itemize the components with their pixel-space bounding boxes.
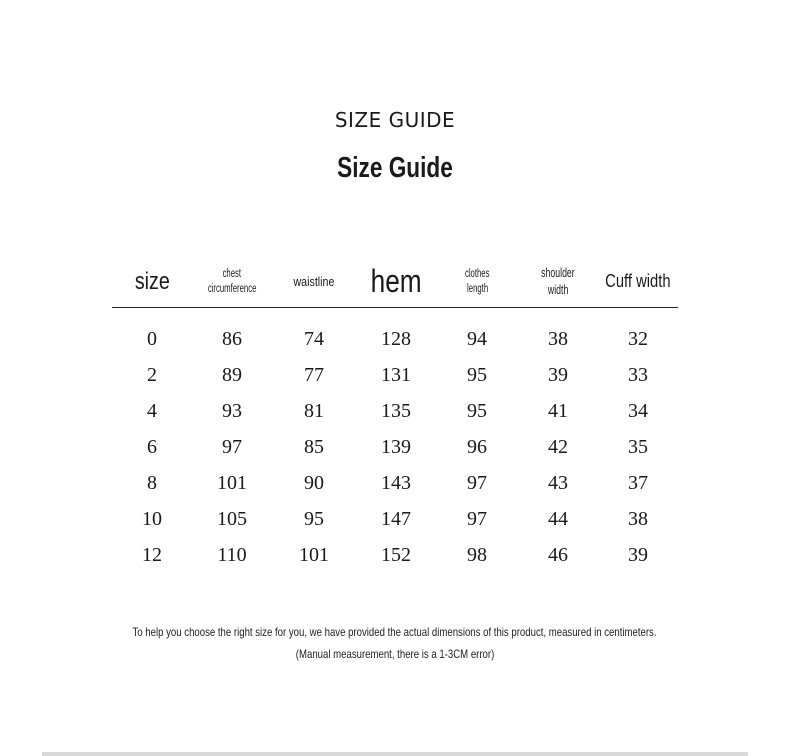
cell-shoulder: 41: [548, 400, 568, 422]
cell-hem: 131: [381, 364, 411, 386]
table-row: [112, 538, 678, 574]
bottom-divider: [42, 752, 748, 756]
header-waistline: [272, 256, 356, 308]
cell-chest: 86: [222, 328, 242, 350]
cell-size: 10: [142, 508, 162, 530]
cell-size: 6: [147, 436, 157, 458]
measurement-note: [0, 625, 790, 639]
table-row: [112, 358, 678, 394]
cell-shoulder: 42: [548, 436, 568, 458]
cell-length: 95: [467, 364, 487, 386]
cell-hem: 135: [381, 400, 411, 422]
cell-cuff: 33: [628, 364, 648, 386]
cell-shoulder: 46: [548, 544, 568, 566]
cell-cuff: 32: [628, 328, 648, 350]
cell-waistline: 95: [304, 508, 324, 530]
table-row: [112, 394, 678, 430]
cell-cuff: 34: [628, 400, 648, 422]
cell-waistline: 85: [304, 436, 324, 458]
header-chest-line1: chest: [222, 268, 242, 281]
cell-hem: 147: [381, 508, 411, 530]
cell-chest: 97: [222, 436, 242, 458]
cell-cuff: 39: [628, 544, 648, 566]
header-size-label: size: [134, 268, 170, 296]
cell-size: 12: [142, 544, 162, 566]
cell-size: 0: [147, 328, 157, 350]
header-size: [112, 256, 192, 308]
page-subtitle: Size Guide: [337, 152, 453, 184]
cell-chest: 110: [217, 544, 247, 566]
error-note: [0, 647, 790, 661]
table-row: [112, 430, 678, 466]
cell-waistline: 74: [304, 328, 324, 350]
cell-size: 8: [147, 472, 157, 494]
error-note-text: (Manual measurement, there is a 1-3CM error): [295, 647, 495, 661]
header-hem-label: hem: [370, 263, 422, 300]
cell-shoulder: 44: [548, 508, 568, 530]
cell-length: 95: [467, 400, 487, 422]
cell-chest: 93: [222, 400, 242, 422]
cell-waistline: 101: [299, 544, 329, 566]
header-shoulder-width: [518, 256, 598, 308]
size-table: [112, 256, 678, 566]
table-header-row: [112, 256, 678, 308]
table-body: [112, 322, 678, 574]
header-clothes-length: [436, 256, 518, 308]
header-chest-line2: circumference: [207, 283, 257, 295]
cell-length: 96: [467, 436, 487, 458]
cell-hem: 143: [381, 472, 411, 494]
cell-cuff: 38: [628, 508, 648, 530]
cell-shoulder: 39: [548, 364, 568, 386]
cell-chest: 105: [217, 508, 247, 530]
cell-size: 4: [147, 400, 157, 422]
header-length-line2: length: [466, 283, 488, 295]
table-row: [112, 502, 678, 538]
table-row: [112, 466, 678, 502]
cell-waistline: 90: [304, 472, 324, 494]
cell-shoulder: 43: [548, 472, 568, 494]
cell-cuff: 37: [628, 472, 648, 494]
header-length-line1: clothes: [464, 268, 490, 281]
header-shoulder-line2: width: [547, 282, 569, 297]
cell-waistline: 77: [304, 364, 324, 386]
header-waistline-label: waistline: [293, 273, 335, 289]
cell-chest: 89: [222, 364, 242, 386]
measurement-note-text: To help you choose the right size for you, we have provided the actual dimensions of this product, measured in centimeters.: [132, 625, 658, 639]
cell-length: 98: [467, 544, 487, 566]
cell-hem: 128: [381, 328, 411, 350]
header-divider: [112, 307, 678, 308]
cell-length: 97: [467, 508, 487, 530]
cell-length: 97: [467, 472, 487, 494]
cell-waistline: 81: [304, 400, 324, 422]
cell-size: 2: [147, 364, 157, 386]
table-row: [112, 322, 678, 358]
cell-shoulder: 38: [548, 328, 568, 350]
header-cuff-label: Cuff width: [605, 271, 671, 292]
cell-length: 94: [467, 328, 487, 350]
header-hem: [356, 256, 436, 308]
cell-hem: 152: [381, 544, 411, 566]
cell-chest: 101: [217, 472, 247, 494]
page-title: SIZE GUIDE: [334, 108, 456, 132]
cell-cuff: 35: [628, 436, 648, 458]
header-cuff-width: [598, 256, 678, 308]
header-shoulder-line1: shoulder: [541, 265, 575, 281]
header-chest: [192, 256, 272, 308]
cell-hem: 139: [381, 436, 411, 458]
